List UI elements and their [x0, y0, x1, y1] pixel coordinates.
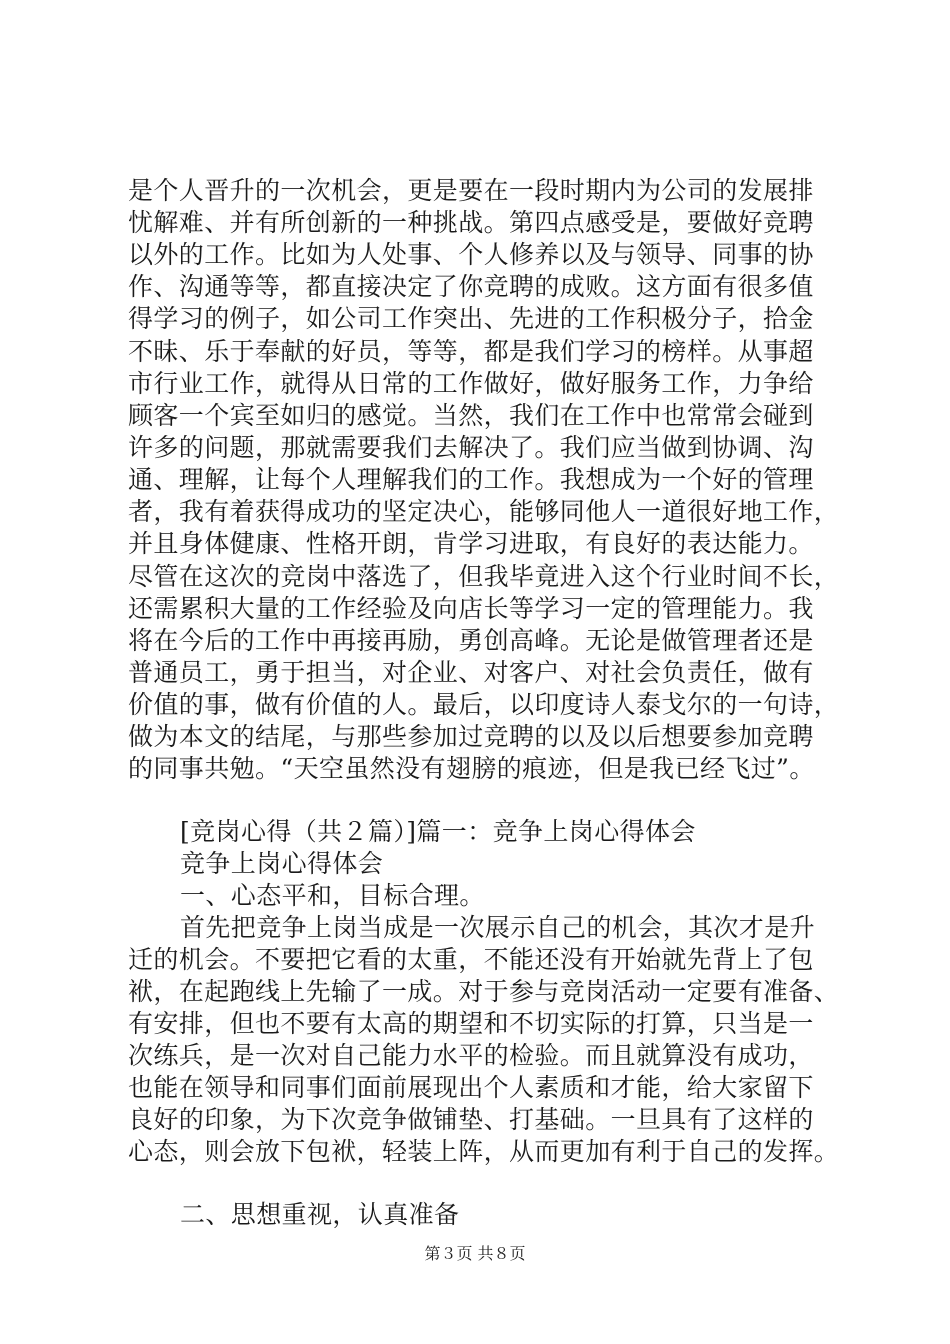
- paragraph-line: 也能在领导和同事们面前展现出个人素质和才能，给大家留下: [128, 1073, 814, 1102]
- paragraph-line: 首先把竞争上岗当成是一次展示自己的机会，其次才是升: [180, 913, 816, 942]
- paragraph-line: 迁的机会。不要把它看的太重，不能还没有开始就先背上了包: [128, 945, 814, 974]
- paragraph-line: 不昧、乐于奉献的好员，等等，都是我们学习的榜样。从事超: [128, 337, 814, 366]
- paragraph-line: 尽管在这次的竞岗中落选了，但我毕竟进入这个行业时间不长，: [128, 562, 840, 591]
- paragraph-line: 价值的事，做有价值的人。最后，以印度诗人泰戈尔的一句诗，: [128, 690, 840, 719]
- paragraph-line: 心态，则会放下包袱，轻装上阵，从而更加有利于自己的发挥。: [128, 1137, 840, 1166]
- point-heading-1: 一、心态平和，目标合理。: [180, 881, 485, 910]
- paragraph-line: 作、沟通等等，都直接决定了你竞聘的成败。这方面有很多值: [128, 272, 814, 301]
- paragraph-line: 得学习的例子，如公司工作突出、先进的工作积极分子，拾金: [128, 304, 814, 333]
- point-heading-2: 二、思想重视，认真准备: [180, 1200, 460, 1229]
- paragraph-line: 以外的工作。比如为人处事、个人修养以及与领导、同事的协: [128, 240, 814, 269]
- paragraph-line: 市行业工作，就得从日常的工作做好，做好服务工作，力争给: [128, 369, 814, 398]
- paragraph-line: 次练兵，是一次对自己能力水平的检验。而且就算没有成功，: [128, 1041, 814, 1070]
- paragraph-line: 普通员工，勇于担当，对企业、对客户、对社会负责任，做有: [128, 658, 814, 687]
- paragraph-line: 将在今后的工作中再接再励，勇创高峰。无论是做管理者还是: [128, 626, 814, 655]
- paragraph-line: 有安排，但也不要有太高的期望和不切实际的打算，只当是一: [128, 1009, 814, 1038]
- subtitle: 竞争上岗心得体会: [180, 849, 384, 878]
- paragraph-line: 良好的印象，为下次竞争做铺垫、打基础。一旦具有了这样的: [128, 1105, 814, 1134]
- paragraph-line: 者，我有着获得成功的坚定决心，能够同他人一道很好地工作，: [128, 497, 840, 526]
- page-footer: 第３页 共８页: [424, 1244, 526, 1263]
- paragraph-line: 顾客一个宾至如归的感觉。当然，我们在工作中也常常会碰到: [128, 401, 814, 430]
- paragraph-line: 还需累积大量的工作经验及向店长等学习一定的管理能力。我: [128, 594, 814, 623]
- paragraph-line: 做为本文的结尾，与那些参加过竞聘的以及以后想要参加竞聘: [128, 722, 814, 751]
- paragraph-line: 通、理解，让每个人理解我们的工作。我想成为一个好的管理: [128, 465, 814, 494]
- paragraph-line: 许多的问题，那就需要我们去解决了。我们应当做到协调、沟: [128, 433, 814, 462]
- section-heading: [竞岗心得（共２篇）]篇一：竞争上岗心得体会: [180, 817, 696, 846]
- paragraph-line: 并且身体健康、性格开朗，肯学习进取，有良好的表达能力。: [128, 529, 814, 558]
- paragraph-line: 是个人晋升的一次机会，更是要在一段时期内为公司的发展排: [128, 176, 814, 205]
- paragraph-line: 袱，在起跑线上先输了一成。对于参与竞岗活动一定要有准备、: [128, 977, 840, 1006]
- paragraph-line: 的同事共勉。“天空虽然没有翅膀的痕迹，但是我已经飞过”。: [128, 754, 815, 783]
- paragraph-line: 忧解难、并有所创新的一种挑战。第四点感受是，要做好竞聘: [128, 208, 814, 237]
